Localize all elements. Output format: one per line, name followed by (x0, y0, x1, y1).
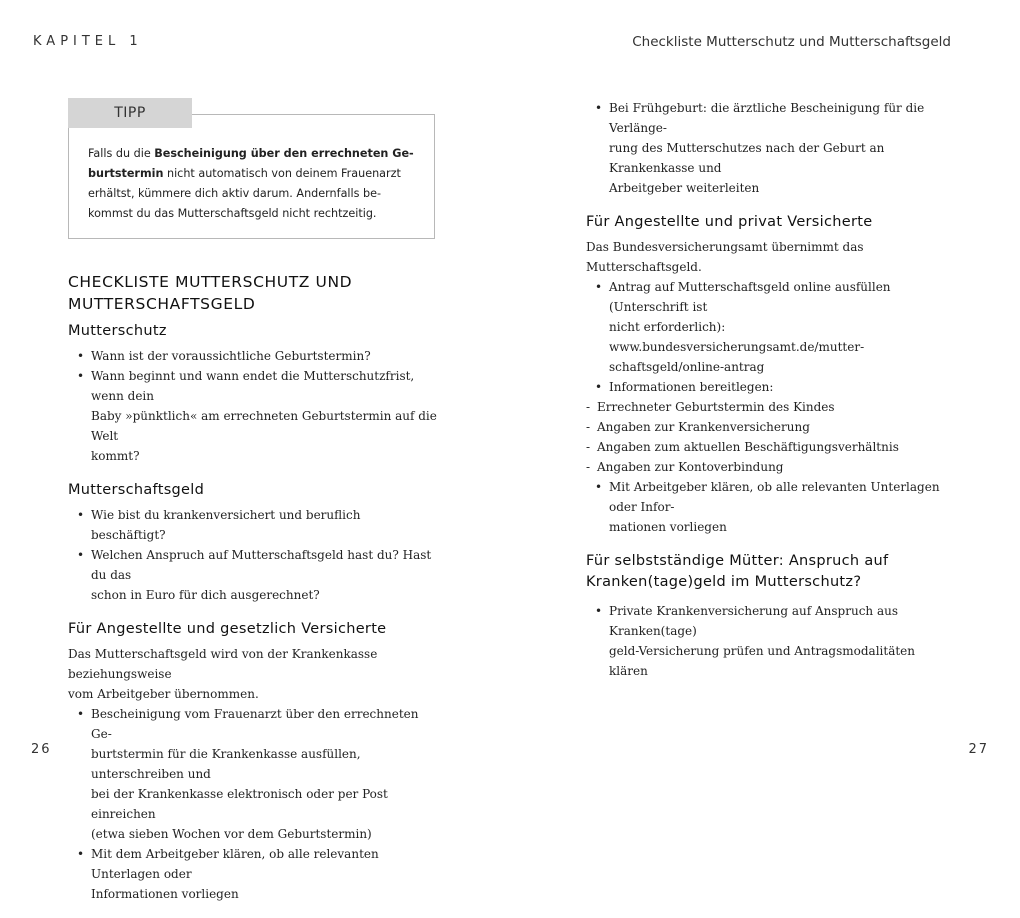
sub-list (597, 397, 956, 477)
bullet-list (68, 346, 438, 466)
tip-text: nicht automatisch von deinem Frauenarzt (163, 167, 401, 180)
sub-list-item: - Angaben zum aktuellen Beschäftigungsverhältnis (586, 437, 956, 457)
bullet-list (586, 601, 956, 681)
bullet-list (586, 98, 956, 198)
bullet-list (68, 704, 438, 904)
list-item-text: Informationen bereitlegen: (609, 380, 774, 394)
list-item-text: burtstermin für die Krankenkasse ausfüllen, unterschreiben und (91, 747, 361, 781)
list-item-text: Bei Frühgeburt: die ärztliche Bescheinigung für die Verlänge- (609, 101, 925, 135)
sub-list-item: - Errechneter Geburtstermin des Kindes (586, 397, 956, 417)
section-heading (68, 271, 438, 315)
subheading-gesetzlich-versicherte: Für Angestellte und gesetzlich Versicherte (68, 621, 387, 637)
tip-content (68, 114, 435, 239)
sub-list-item: - Angaben zur Kontoverbindung (586, 457, 956, 477)
subheading-line: Kranken(tage)geld im Mutterschutz? (586, 574, 862, 590)
list-item-text: schaftsgeld/online-antrag (609, 360, 765, 374)
list-item (68, 545, 438, 605)
list-item-text: Welchen Anspruch auf Mutterschaftsgeld hast du? Hast du das (91, 548, 432, 582)
title-running-head: Checkliste Mutterschutz und Mutterschaftsgeld (632, 34, 951, 50)
bullet-list (68, 505, 438, 605)
list-item (586, 377, 956, 477)
list-item-text: Mit Arbeitgeber klären, ob alle relevanten Unterlagen oder Infor- (609, 480, 940, 514)
tip-label: TIPP (68, 98, 192, 128)
list-item (586, 601, 956, 681)
right-page-column (586, 98, 956, 695)
bullet-list (586, 277, 956, 537)
list-item-text: schon in Euro für dich ausgerechnet? (91, 588, 320, 602)
subheading-privat-versicherte: Für Angestellte und privat Versicherte (586, 214, 873, 230)
list-item-text: Wie bist du krankenversichert und beruflich beschäftigt? (91, 508, 361, 542)
list-item-text: Informationen vorliegen (91, 887, 239, 901)
paragraph-text: Das Mutterschaftsgeld wird von der Krankenkasse beziehungsweise (68, 647, 378, 681)
tip-text: Falls du die (88, 147, 155, 160)
list-item-text: Wann beginnt und wann endet die Mutterschutzfrist, wenn dein (91, 369, 415, 403)
tip-text-bold: Bescheinigung über den errechneten Ge- (154, 147, 414, 160)
chapter-running-head: KAPITEL 1 (33, 34, 143, 49)
list-item-text: Mit dem Arbeitgeber klären, ob alle relevanten Unterlagen oder (91, 847, 379, 881)
list-item (68, 505, 438, 545)
tip-text-bold: burtstermin (88, 167, 164, 180)
list-item-text: Baby »pünktlich« am errechneten Geburtstermin auf die Welt (91, 409, 437, 443)
list-item-text: rung des Mutterschutzes nach der Geburt an Krankenkasse und (609, 141, 885, 175)
tip-text: kommst du das Mutterschaftsgeld nicht rechtzeitig. (88, 207, 377, 220)
list-item-text: bei der Krankenkasse elektronisch oder per Post einreichen (91, 787, 388, 821)
subheading-line: Für selbstständige Mütter: Anspruch auf (586, 553, 889, 569)
list-item-text: Arbeitgeber weiterleiten (609, 181, 760, 195)
paragraph: Das Bundesversicherungsamt übernimmt das Mutterschaftsgeld. (586, 240, 864, 274)
tip-text: erhältst, kümmere dich aktiv darum. Andernfalls be- (88, 187, 382, 200)
section-heading-line: CHECKLISTE MUTTERSCHUTZ UND (68, 273, 353, 291)
list-item-text: (etwa sieben Wochen vor dem Geburtstermin) (91, 827, 372, 841)
list-item-text: geld-Versicherung prüfen und Antragsmodalitäten klären (609, 644, 915, 678)
subheading-selbststaendige (586, 551, 956, 593)
list-item-text: mationen vorliegen (609, 520, 727, 534)
list-item-text: kommt? (91, 449, 140, 463)
list-item-text: Private Krankenversicherung auf Anspruch aus Kranken(tage) (609, 604, 899, 638)
tip-box (68, 98, 438, 239)
paragraph-text: vom Arbeitgeber übernommen. (68, 687, 259, 701)
list-item (586, 277, 956, 377)
paragraph (68, 644, 438, 704)
list-item-text: Wann ist der voraussichtliche Geburtstermin? (91, 349, 371, 363)
list-item (586, 98, 956, 198)
list-item (68, 346, 438, 366)
list-item (68, 366, 438, 466)
list-item (68, 704, 438, 844)
subheading-mutterschaftsgeld: Mutterschaftsgeld (68, 482, 205, 498)
sub-list-item: - Angaben zur Krankenversicherung (586, 417, 956, 437)
section-heading-line: MUTTERSCHAFTSGELD (68, 295, 256, 313)
list-item-text: Bescheinigung vom Frauenarzt über den errechneten Ge- (91, 707, 419, 741)
list-item (68, 844, 438, 904)
page-number-left: 26 (31, 742, 52, 757)
left-page-column (68, 98, 438, 918)
list-item-text: nicht erforderlich): www.bundesversicherungsamt.de/mutter- (609, 320, 865, 354)
page-number-right: 27 (968, 742, 989, 757)
subheading-mutterschutz: Mutterschutz (68, 323, 167, 339)
list-item-text: Antrag auf Mutterschaftsgeld online ausfüllen (Unterschrift ist (609, 280, 891, 314)
list-item (586, 477, 956, 537)
